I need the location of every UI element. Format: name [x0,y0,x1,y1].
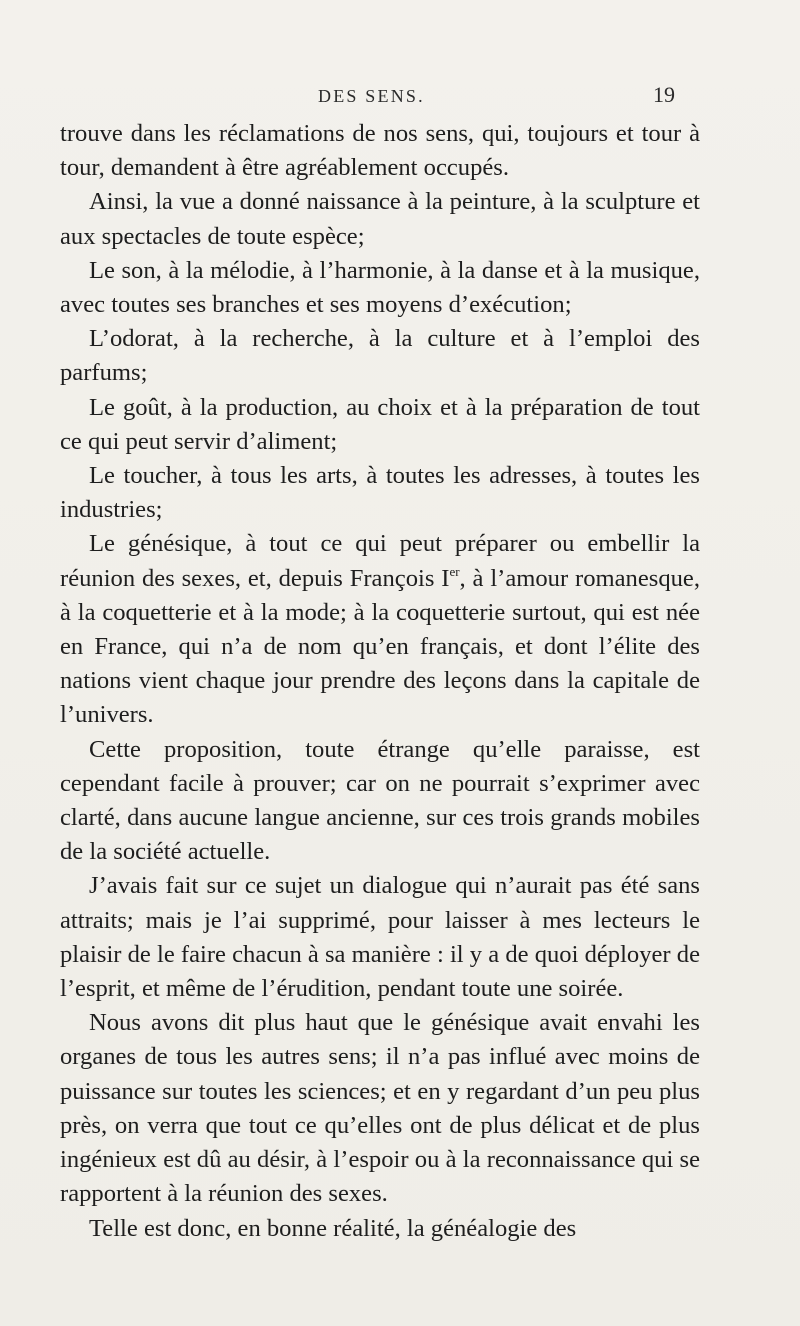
running-head [0,82,800,112]
text-run: , à l’amour romanesque, à la coquetterie et à la mode; à la coquetterie surtout, qui est née en France, qui n’a de nom qu’en français, et dont l’élite des nations vient chaque jour prendre des leçons dans la capitale de l’univers. [60,564,700,729]
paragraph: J’avais fait sur ce sujet un dialogue qui n’aurait pas été sans attraits; mais je l’ai supprimé, pour laisser à mes lecteurs le plaisir de le faire chacun à sa manière : il y a de quoi déployer de l’esprit, et même de l’érudition, pendant toute une soirée. [60,872,700,1003]
paragraph: Nous avons dit plus haut que le génésique avait envahi les organes de tous les autres sens; il n’a pas influé avec moins de puissance sur toutes les sciences; et en y regardant d’un peu plus près, on verra que tout ce qu’elles ont de plus délicat et de plus ingénieux est dû au désir, à l’espoir ou à la reconnaissance qui se rapportent à la réunion des sexes. [60,1009,700,1208]
superscript: er [449,563,460,579]
page-number: 19 [653,82,675,107]
paragraph: Le goût, à la production, au choix et à la préparation de tout ce qui peut servir d’aliment; [60,393,700,455]
paragraph: trouve dans les réclamations de nos sens, qui, toujours et tour à tour, demandent à être agréablement occupés. [60,120,700,182]
paragraph: Cette proposition, toute étrange qu’elle paraisse, est cependant facile à prouver; car on ne pourrait s’exprimer avec clarté, dans aucune langue ancienne, sur ces trois grands mobiles de la société actuelle. [60,735,700,866]
text-run: Le génésique, à tout ce qui peut préparer ou embellir la réunion des sexes, et, depuis François I [60,530,700,592]
paragraph: Le son, à la mélodie, à l’harmonie, à la danse et à la musique, avec toutes ses branches et ses moyens d’exécution; [60,256,700,319]
paragraph: L’odorat, à la recherche, à la culture et à l’emploi des parfums; [60,325,700,387]
running-title: DES SENS. [318,86,425,106]
paragraph: Telle est donc, en bonne réalité, la généalogie des [89,1214,577,1242]
paragraph: Ainsi, la vue a donné naissance à la peinture, à la sculpture et aux spectacles de toute espèce; [60,188,700,250]
paragraph [60,527,700,732]
body-text [60,117,700,1246]
paragraph: Le toucher, à tous les arts, à toutes les adresses, à toutes les industries; [60,462,700,524]
